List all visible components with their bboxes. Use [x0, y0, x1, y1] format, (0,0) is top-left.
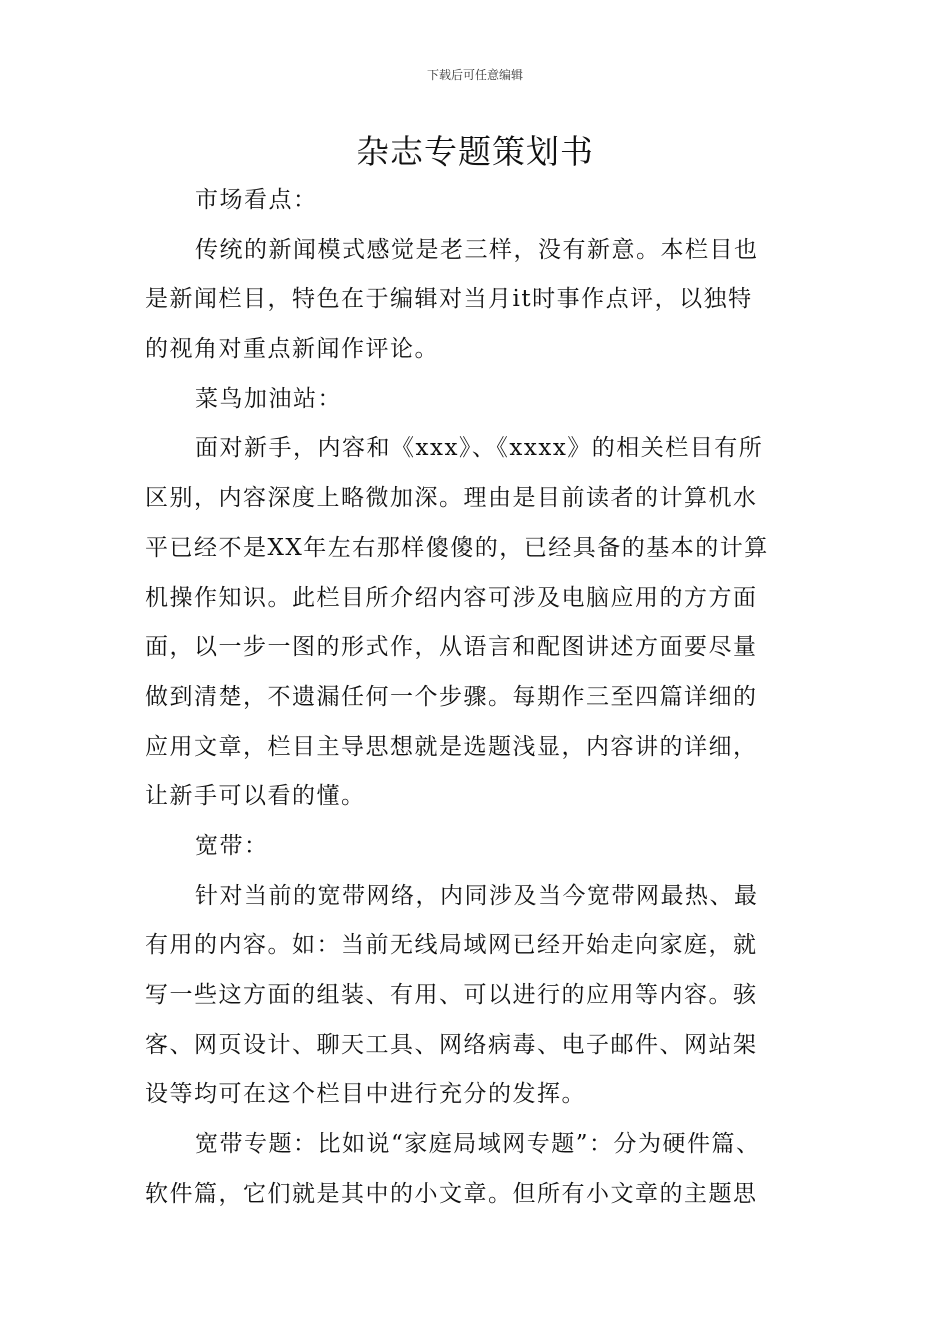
- paragraph-line: 做到清楚，不遗漏任何一个步骤。每期作三至四篇详细的: [145, 683, 758, 710]
- paragraph-line: 传统的新闻模式感觉是老三样，没有新意。本栏目也: [195, 236, 759, 263]
- paragraph-line: 设等均可在这个栏目中进行充分的发挥。: [145, 1081, 586, 1108]
- paragraph-line: 有用的内容。如：当前无线局域网已经开始走向家庭，就: [145, 932, 758, 959]
- section-heading: 菜鸟加油站：: [195, 385, 342, 412]
- paragraph-line: 机操作知识。此栏目所介绍内容可涉及电脑应用的方方面: [145, 584, 758, 611]
- header-note: 下载后可任意编辑: [426, 68, 523, 82]
- paragraph-line: 是新闻栏目，特色在于编辑对当月it时事作点评，以独特: [145, 286, 753, 313]
- paragraph-line: 让新手可以看的懂。: [145, 783, 366, 810]
- paragraph-line: 应用文章，栏目主导思想就是选题浅显，内容讲的详细，: [145, 733, 758, 760]
- section-heading: 市场看点：: [195, 187, 318, 213]
- document-body: [145, 176, 825, 1219]
- paragraph-line: 面对新手，内容和《xxx》、《xxxx》的相关栏目有所: [195, 435, 764, 462]
- paragraph-line: 面，以一步一图的形式作，从语言和配图讲述方面要尽量: [145, 634, 758, 661]
- section-heading: 宽带：: [195, 832, 269, 859]
- paragraph-line: 软件篇，它们就是其中的小文章。但所有小文章的主题思: [145, 1180, 758, 1207]
- paragraph-line: 针对当前的宽带网络，内同涉及当今宽带网最热、最: [195, 882, 759, 909]
- paragraph-line: 平已经不是XX年左右那样傻傻的，已经具备的基本的计算: [145, 534, 769, 561]
- paragraph-line: 的视角对重点新闻作评论。: [145, 336, 439, 363]
- paragraph-line: 写一些这方面的组装、有用、可以进行的应用等内容。骇: [145, 982, 758, 1008]
- paragraph-line: 宽带专题：比如说“家庭局域网专题”：分为硬件篇、: [195, 1131, 761, 1158]
- paragraph-line: 区别，内容深度上略微加深。理由是目前读者的计算机水: [145, 485, 758, 512]
- paragraph-line: 客、网页设计、聊天工具、网络病毒、电子邮件、网站架: [145, 1031, 758, 1058]
- document-title: 杂志专题策划书: [356, 132, 594, 171]
